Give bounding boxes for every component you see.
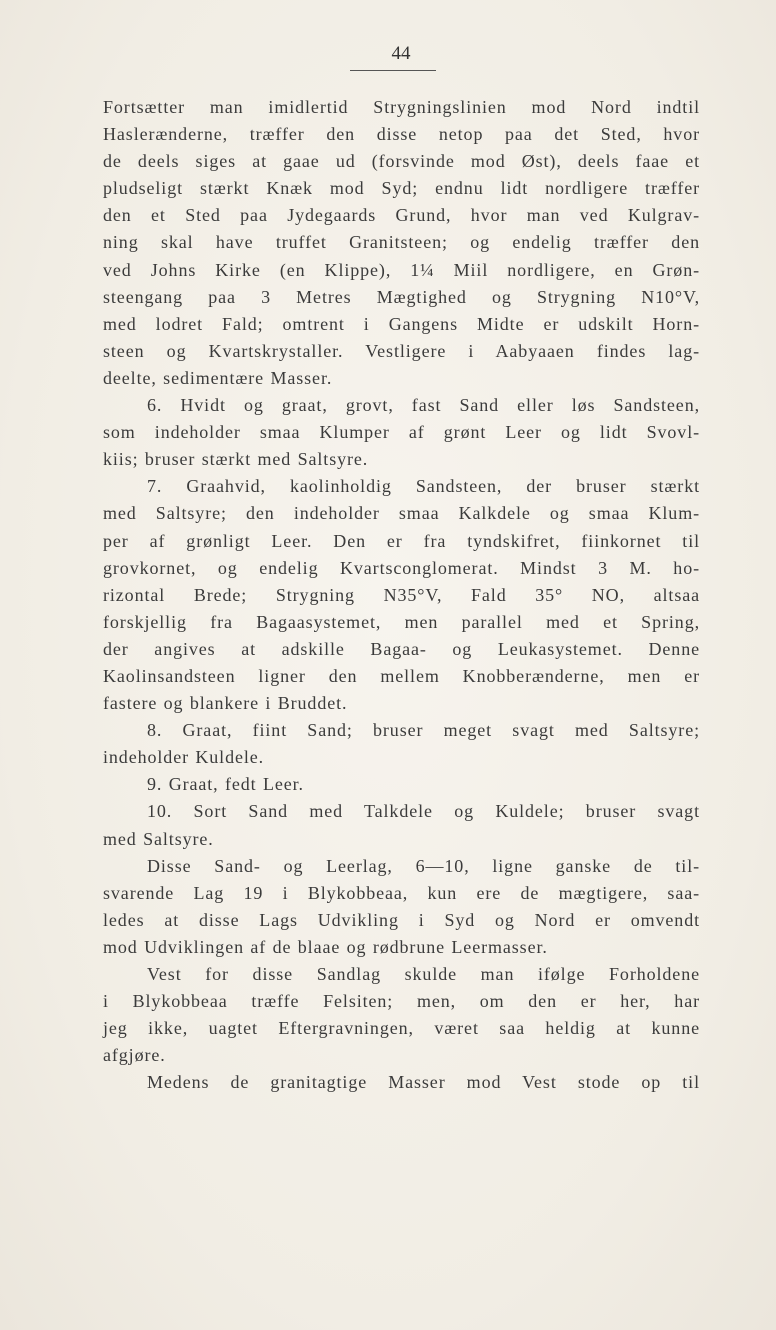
text-line: 9. Graat, fedt Leer. xyxy=(147,774,304,795)
text-line: Fortsætter man imidlertid Strygningslinien mod Nord indtil xyxy=(103,97,700,117)
text-line: 7. Graahvid, kaolinholdig Sandsteen, der bruser stærkt xyxy=(147,476,700,497)
text-line: afgjøre. xyxy=(103,1045,166,1066)
text-line: steen og Kvartskrystaller. Vestligere i Aabyaaen findes lag- xyxy=(103,340,700,361)
text-line: forskjellig fra Bagaasystemet, men parallel med et Spring, xyxy=(103,611,700,632)
text-line: indeholder Kuldele. xyxy=(103,747,265,768)
text-line: grovkornet, og endelig Kvartsconglomerat. Mindst 3 M. ho- xyxy=(103,557,700,578)
text-line: mod Udviklingen af de blaae og rødbrune Leermasser. xyxy=(103,936,548,957)
text-line: fastere og blankere i Bruddet. xyxy=(103,693,348,714)
page-number: 44 xyxy=(391,43,411,64)
text-line: med Saltsyre; den indeholder smaa Kalkdele og smaa Klum- xyxy=(103,503,700,524)
text-line: Medens de granitagtige Masser mod Vest stode op til xyxy=(147,1072,700,1093)
text-line: pludseligt stærkt Knæk mod Syd; endnu lidt nordligere træffer xyxy=(103,178,700,199)
text-line: den et Sted paa Jydegaards Grund, hvor man ved Kulgrav- xyxy=(103,205,700,226)
text-line: i Blykobbeaa træffe Felsiten; men, om den er her, har xyxy=(103,991,700,1012)
body-text xyxy=(103,94,700,1096)
text-line: svarende Lag 19 i Blykobbeaa, kun ere de mægtigere, saa- xyxy=(103,882,700,903)
text-line: Haslerænderne, træffer den disse netop paa det Sted, hvor xyxy=(103,124,700,145)
text-line: Vest for disse Sandlag skulde man ifølge Forholdene xyxy=(147,964,700,984)
text-line: der angives at adskille Bagaa- og Leukasystemet. Denne xyxy=(103,638,700,659)
text-line: ledes at disse Lags Udvikling i Syd og Nord er omvendt xyxy=(103,909,700,930)
text-line: som indeholder smaa Klumper af grønt Leer og lidt Svovl- xyxy=(103,422,700,443)
text-line: 8. Graat, fiint Sand; bruser meget svagt med Saltsyre; xyxy=(147,720,700,741)
page-number-rule xyxy=(350,70,436,71)
text-line: jeg ikke, uagtet Eftergravningen, været saa heldig at kunne xyxy=(103,1018,700,1039)
text-line: kiis; bruser stærkt med Saltsyre. xyxy=(103,449,369,470)
text-line: rizontal Brede; Strygning N35°V, Fald 35° NO, altsaa xyxy=(103,584,700,605)
text-line: steengang paa 3 Metres Mægtighed og Strygning N10°V, xyxy=(103,286,700,307)
text-line: 6. Hvidt og graat, grovt, fast Sand eller løs Sandsteen, xyxy=(147,395,700,416)
text-line: med Saltsyre. xyxy=(103,828,214,849)
text-line: Kaolinsandsteen ligner den mellem Knobberænderne, men er xyxy=(103,665,700,686)
text-line: 10. Sort Sand med Talkdele og Kuldele; bruser svagt xyxy=(147,801,700,822)
text-line: deelte, sedimentære Masser. xyxy=(103,367,333,388)
text-line: de deels siges at gaae ud (forsvinde mod Øst), deels faae et xyxy=(103,151,700,172)
text-line: ved Johns Kirke (en Klippe), 1¼ Miil nordligere, en Grøn- xyxy=(103,259,700,280)
text-line: per af grønligt Leer. Den er fra tyndskifret, fiinkornet til xyxy=(103,530,700,551)
text-line: ning skal have truffet Granitsteen; og endelig træffer den xyxy=(103,232,700,253)
text-line: med lodret Fald; omtrent i Gangens Midte er udskilt Horn- xyxy=(103,313,700,334)
text-line: Disse Sand- og Leerlag, 6—10, ligne ganske de til- xyxy=(147,855,700,876)
